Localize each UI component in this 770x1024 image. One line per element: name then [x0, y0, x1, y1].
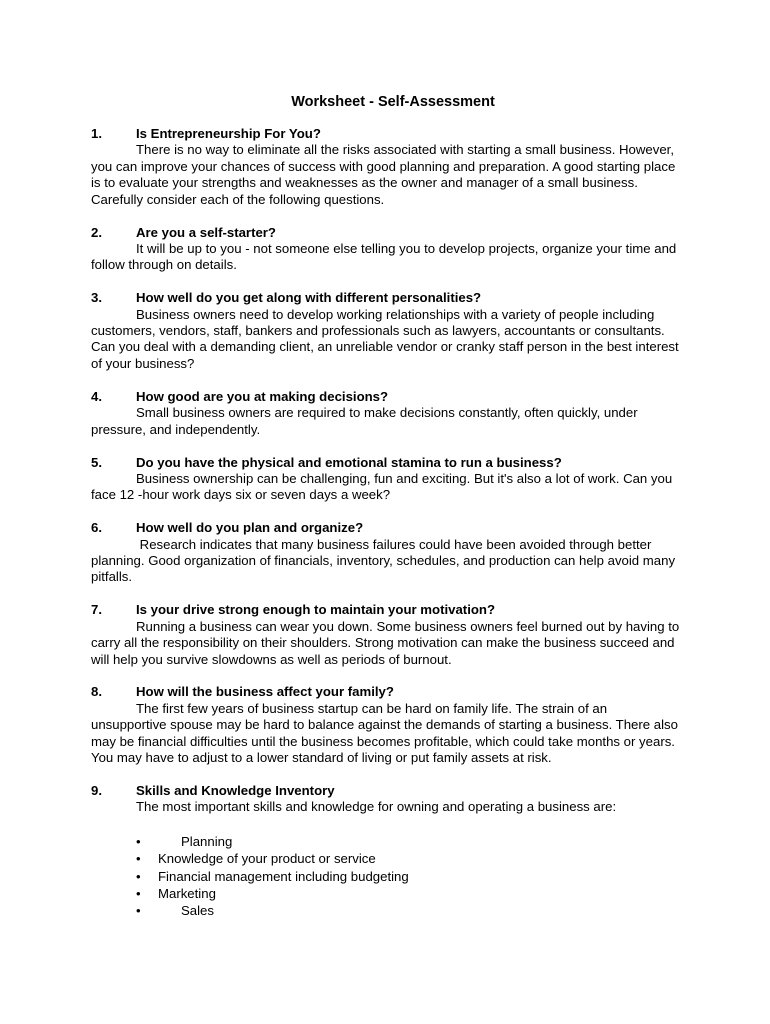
question-section — [91, 290, 680, 372]
question-heading: How well do you plan and organize? — [136, 520, 364, 536]
question-body: Small business owners are required to make decisions constantly, often quickly, under pressure, and independently. — [91, 405, 638, 437]
list-item — [136, 902, 680, 919]
skills-list — [91, 833, 680, 920]
bullet-icon: • — [136, 868, 141, 884]
bullet-icon: • — [136, 833, 141, 849]
question-number: 3. — [91, 290, 102, 306]
question-body: There is no way to eliminate all the risks associated with starting a small business. However, you can improve your chances of success with good planning and preparation. A good starting place is to evaluate your strengths and weaknesses as the owner and manager of a small business. Carefully consider each of the following questions. — [91, 142, 676, 207]
question-heading-row — [91, 783, 680, 799]
list-item-text: Sales — [181, 903, 214, 919]
question-heading-row — [91, 455, 680, 471]
question-heading-row — [91, 126, 680, 142]
question-heading: Skills and Knowledge Inventory — [136, 783, 335, 798]
question-body: It will be up to you - not someone else telling you to develop projects, organize your time and follow through on details. — [91, 240, 677, 273]
question-heading-row — [91, 684, 680, 700]
question-body: The first few years of business startup can be hard on family life. The strain of an unsupportive spouse may be hard to balance against the demands of starting a business. There also may be financial difficulties until the business becomes profitable, which could take months or years. You may have to adjust to a lower standard of living or put family assets at risk. — [91, 700, 678, 766]
question-heading-row — [91, 520, 680, 536]
question-body: Business owners need to develop working relationships with a variety of people including customers, vendors, staff, bankers and professionals such as lawyers, accountants or consultants. Can you deal with a demanding client, an unreliable vendor or cranky staff person in the best interest of your business? — [91, 306, 679, 371]
question-body: The most important skills and knowledge for owning and operating a business are: — [136, 799, 617, 815]
bullet-icon: • — [136, 903, 141, 919]
skills-section — [91, 783, 680, 920]
bullet-icon: • — [136, 851, 141, 867]
question-section — [91, 684, 680, 766]
question-heading-row — [91, 602, 680, 618]
question-heading: Is Entrepreneurship For You? — [136, 126, 321, 141]
question-number: 5. — [91, 454, 102, 470]
bullet-icon: • — [136, 886, 141, 902]
list-item — [136, 850, 680, 867]
question-heading-row — [91, 290, 680, 306]
list-item — [136, 833, 680, 850]
list-item-text: Marketing — [158, 886, 216, 902]
question-heading: Is your drive strong enough to maintain your motivation? — [136, 602, 496, 618]
question-body: Business ownership can be challenging, fun and exciting. But it's also a lot of work. Can you face 12 -hour work days six or seven days a week? — [91, 470, 673, 503]
question-heading-row — [91, 225, 680, 241]
question-number: 1. — [91, 126, 102, 141]
question-number: 7. — [91, 602, 102, 618]
question-heading: How well do you get along with different personalities? — [136, 290, 482, 306]
question-heading: How will the business affect your family? — [136, 684, 394, 700]
question-section — [91, 225, 680, 274]
question-section — [91, 455, 680, 504]
list-item-text: Financial management including budgeting — [158, 868, 409, 884]
question-section — [91, 602, 680, 668]
question-section — [91, 389, 680, 438]
question-heading: Do you have the physical and emotional stamina to run a business? — [136, 454, 562, 470]
question-number: 4. — [91, 388, 102, 404]
question-heading: Are you a self-starter? — [136, 224, 276, 240]
list-item-text: Planning — [181, 833, 233, 849]
list-item — [136, 885, 680, 902]
question-number: 6. — [91, 520, 102, 536]
question-number: 2. — [91, 224, 102, 240]
question-number: 9. — [91, 783, 102, 798]
question-heading: How good are you at making decisions? — [136, 388, 389, 404]
question-body: Running a business can wear you down. Some business owners feel burned out by having to carry all the responsibility on their shoulders. Strong motivation can make the business succeed and will help you survive slowdowns as well as periods of burnout. — [91, 618, 680, 667]
question-number: 8. — [91, 684, 102, 700]
question-heading-row — [91, 389, 680, 405]
list-item-text: Knowledge of your product or service — [158, 851, 376, 867]
question-body: Research indicates that many business failures could have been avoided through better planning. Good organization of financials, inventory, schedules, and production can help avoid many pitfalls. — [91, 536, 679, 585]
list-item — [136, 868, 680, 885]
question-section — [91, 520, 680, 586]
page-title: Worksheet - Self-Assessment — [291, 94, 495, 110]
question-section — [91, 126, 680, 208]
